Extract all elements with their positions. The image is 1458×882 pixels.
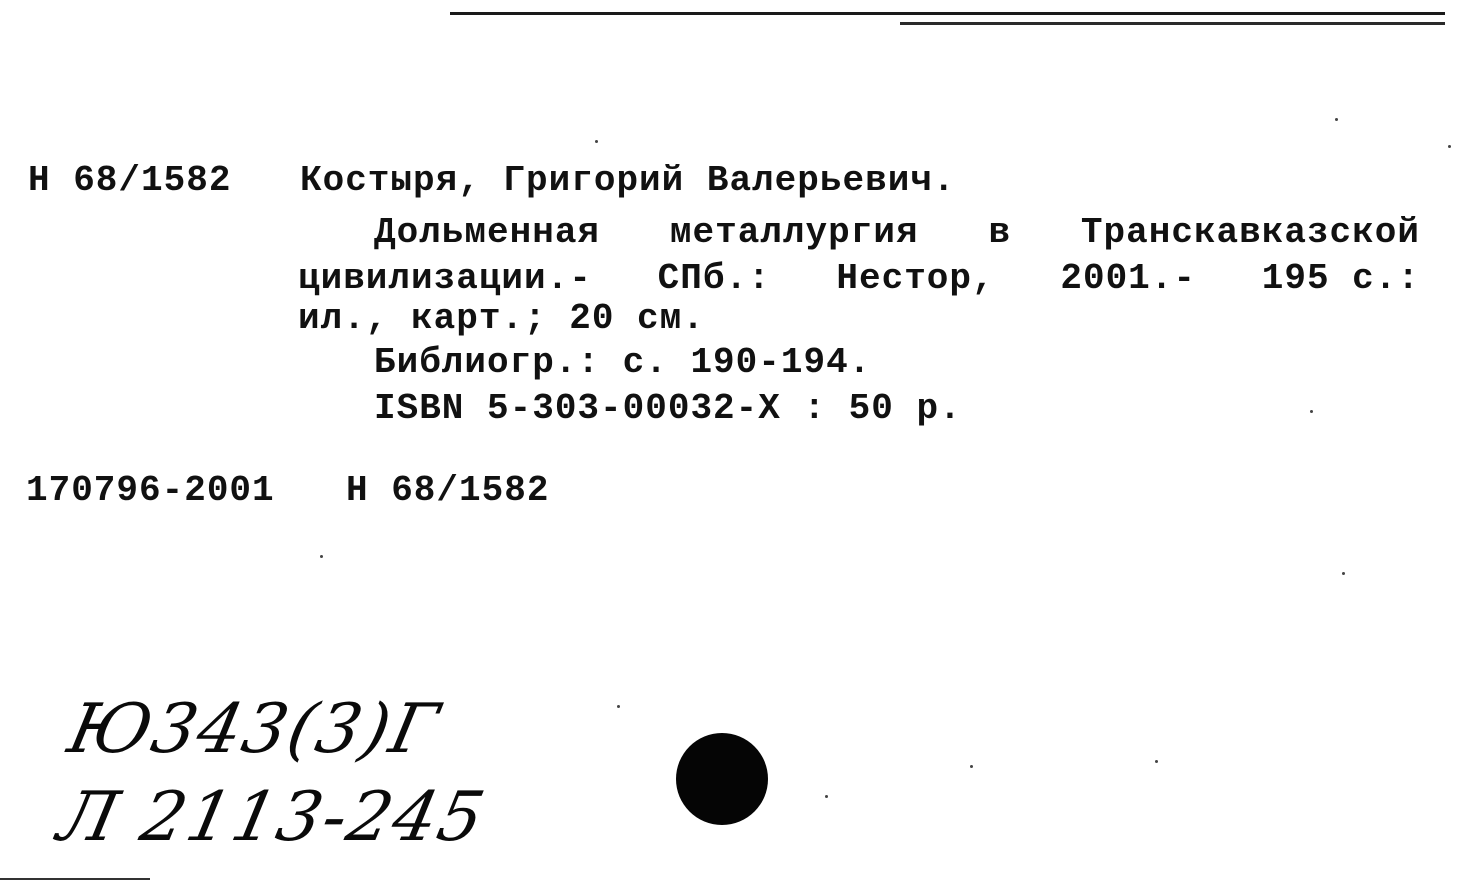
speck <box>1448 145 1451 148</box>
speck <box>825 795 828 798</box>
title-word: 2001.- <box>1060 258 1196 299</box>
speck <box>1342 572 1345 575</box>
shelfmark: Н 68/1582 <box>28 160 232 201</box>
speck <box>1335 118 1338 121</box>
title-word: Транскавказской <box>1080 212 1420 253</box>
accession-number: 170796-2001 <box>26 470 275 511</box>
speck <box>970 765 973 768</box>
title-word: цивилизации.- <box>298 258 592 299</box>
speck <box>1310 410 1313 413</box>
handwritten-classification: Ю343(3)Г <box>61 690 447 769</box>
top-rule <box>450 12 1445 15</box>
author: Костыря, Григорий Валерьевич. <box>300 160 956 201</box>
title-word: Нестор, <box>836 258 995 299</box>
speck <box>1155 760 1158 763</box>
title-word: металлургия <box>669 212 919 253</box>
bibliography-note: Библиогр.: с. 190-194. <box>374 342 872 383</box>
bottom-rule <box>0 878 150 880</box>
title-line-1 <box>374 212 1420 253</box>
handwritten-number: Л 2113-245 <box>51 778 493 857</box>
title-word: СПб.: <box>657 258 771 299</box>
title-word: в <box>988 212 1012 253</box>
shelfmark-bottom: Н 68/1582 <box>346 470 550 511</box>
physical-description: ил., карт.; 20 см. <box>298 298 705 339</box>
speck <box>595 140 598 143</box>
speck <box>617 705 620 708</box>
title-line-2 <box>298 258 1420 299</box>
isbn-line: ISBN 5-303-00032-X : 50 р. <box>374 388 962 429</box>
speck <box>320 555 323 558</box>
title-word: Дольменная <box>374 212 601 253</box>
title-word: 195 с.: <box>1261 258 1420 299</box>
top-rule-secondary <box>900 22 1445 25</box>
punch-hole <box>676 733 768 825</box>
